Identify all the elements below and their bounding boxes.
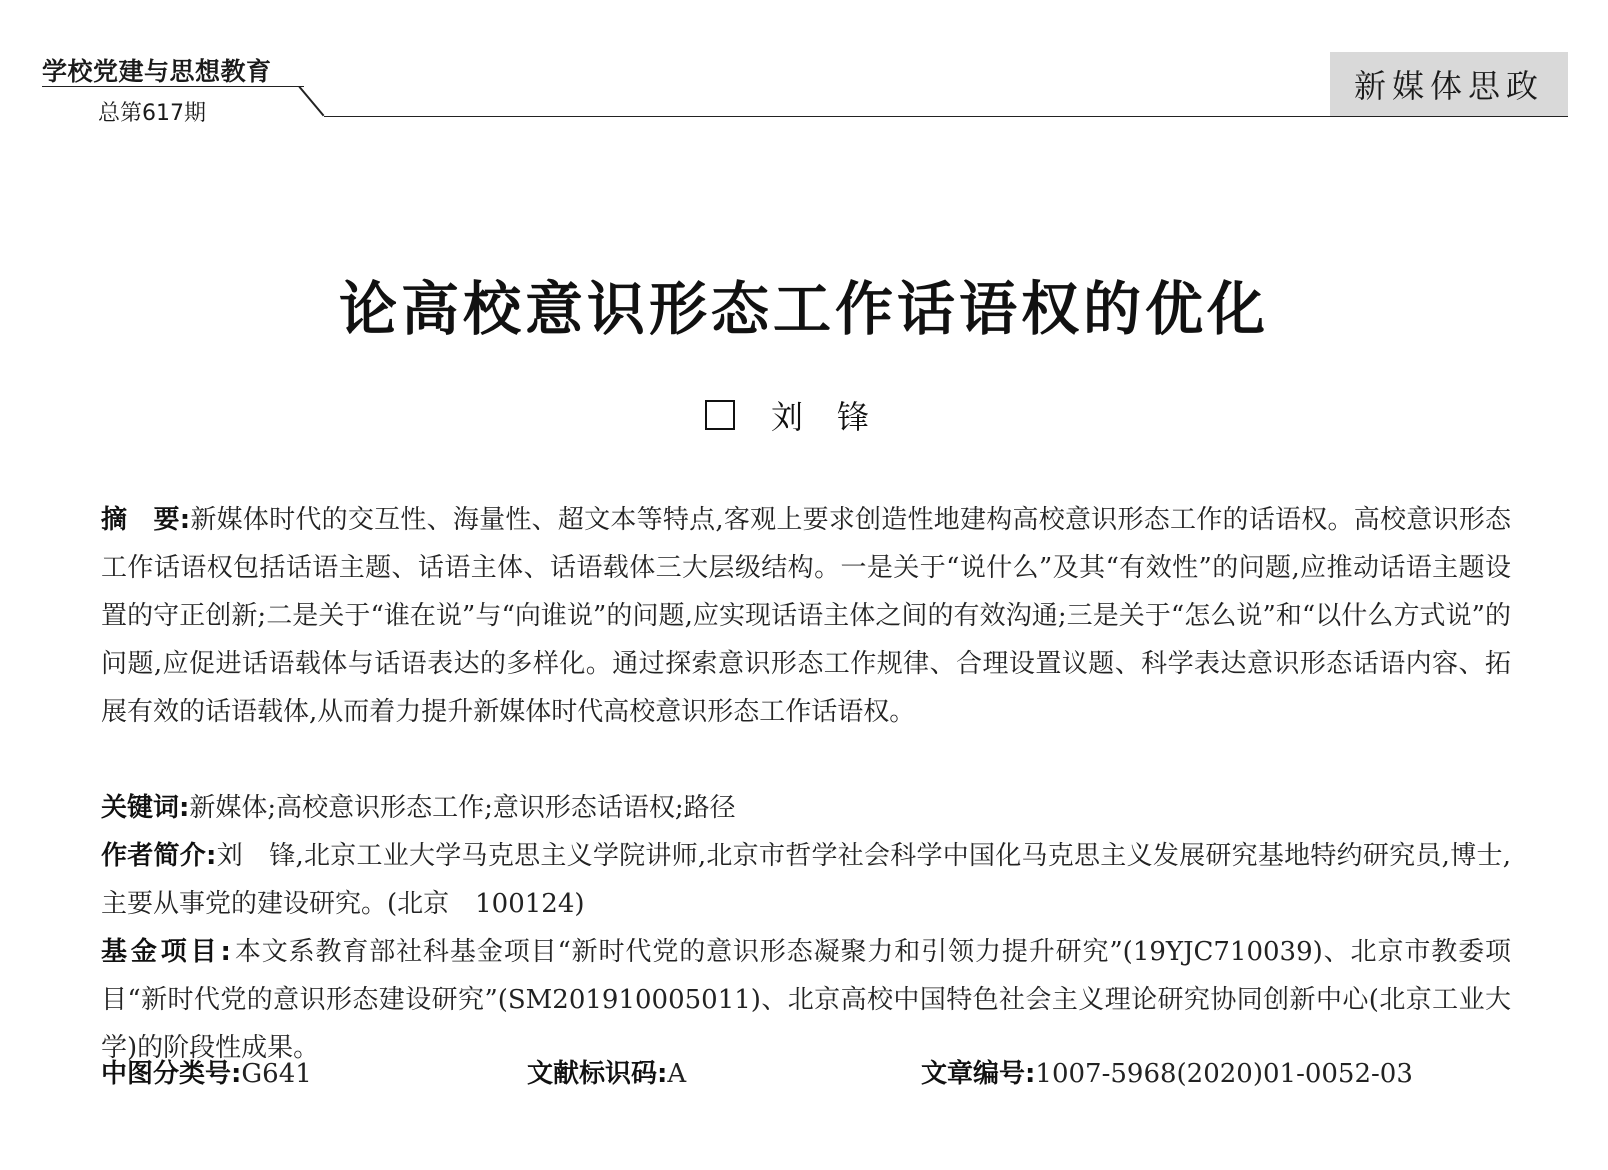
clc-value: G641 [241,1059,312,1089]
article-title: 论高校意识形态工作话语权的优化 [338,275,1269,343]
author-name: 刘锋 [770,398,903,436]
abstract-text: 新媒体时代的交互性、海量性、超文本等特点,客观上要求创造性地建构高校意识形态工作的话语权。高校意识形态工作话语权包括话语主题、话语主体、话语载体三大层级结构。一是关于“说什么”及其“有效性”的问题,应推动话语主题设置的守正创新;二是关于“谁在说”与“向谁说”的问题,应实现话语主体之间的有效沟通;三是关于“怎么说”和“以什么方式说”的问题,应促进话语载体与话语表达的多样化。通过探索意识形态工作规律、合理设置议题、科学表达意识形态话语内容、拓展有效的话语载体,从而着力提升新媒体时代高校意识形态工作话语权。 [101,505,1511,727]
column-tag: 新媒体思政 [1330,52,1568,116]
header-rule-slant [299,86,325,116]
funding-text: 本文系教育部社科基金项目“新时代党的意识形态凝聚力和引领力提升研究”(19YJC710039)、北京市教委项目“新时代党的意识形态建设研究”(SM201910005011)、北京高校中国特色社会主义理论研究协同创新中心(北京工业大学)的阶段性成果。 [101,937,1511,1063]
issue-number: 总第617期 [98,101,206,126]
document-code-label: 文献标识码: [527,1059,668,1089]
document-code-value: A [667,1059,687,1089]
clc-label: 中图分类号: [101,1059,242,1089]
article-number-value: 1007-5968(2020)01-0052-03 [1035,1059,1413,1089]
funding-label: 基金项目: [101,937,234,967]
article-number [921,1050,1413,1098]
author-box-icon [705,400,735,430]
author-line [0,392,1608,438]
header-rule-left [42,86,304,87]
clc-number [101,1050,312,1098]
keywords-text: 新媒体;高校意识形态工作;意识形态话语权;路径 [189,793,736,823]
journal-name: 学校党建与思想教育 [42,57,272,86]
article-number-label: 文章编号: [921,1059,1036,1089]
abstract [101,496,1511,736]
author-info [101,832,1511,928]
keywords-label: 关键词: [101,793,190,823]
header-rule-right [324,116,1568,117]
abstract-label: 摘 要: [101,505,191,535]
author-info-label: 作者简介: [101,841,217,871]
author-info-text: 刘 锋,北京工业大学马克思主义学院讲师,北京市哲学社会科学中国化马克思主义发展研究基地特约研究员,博士,主要从事党的建设研究。(北京 100124) [101,841,1511,919]
keywords [101,784,1511,832]
document-code [527,1050,686,1098]
